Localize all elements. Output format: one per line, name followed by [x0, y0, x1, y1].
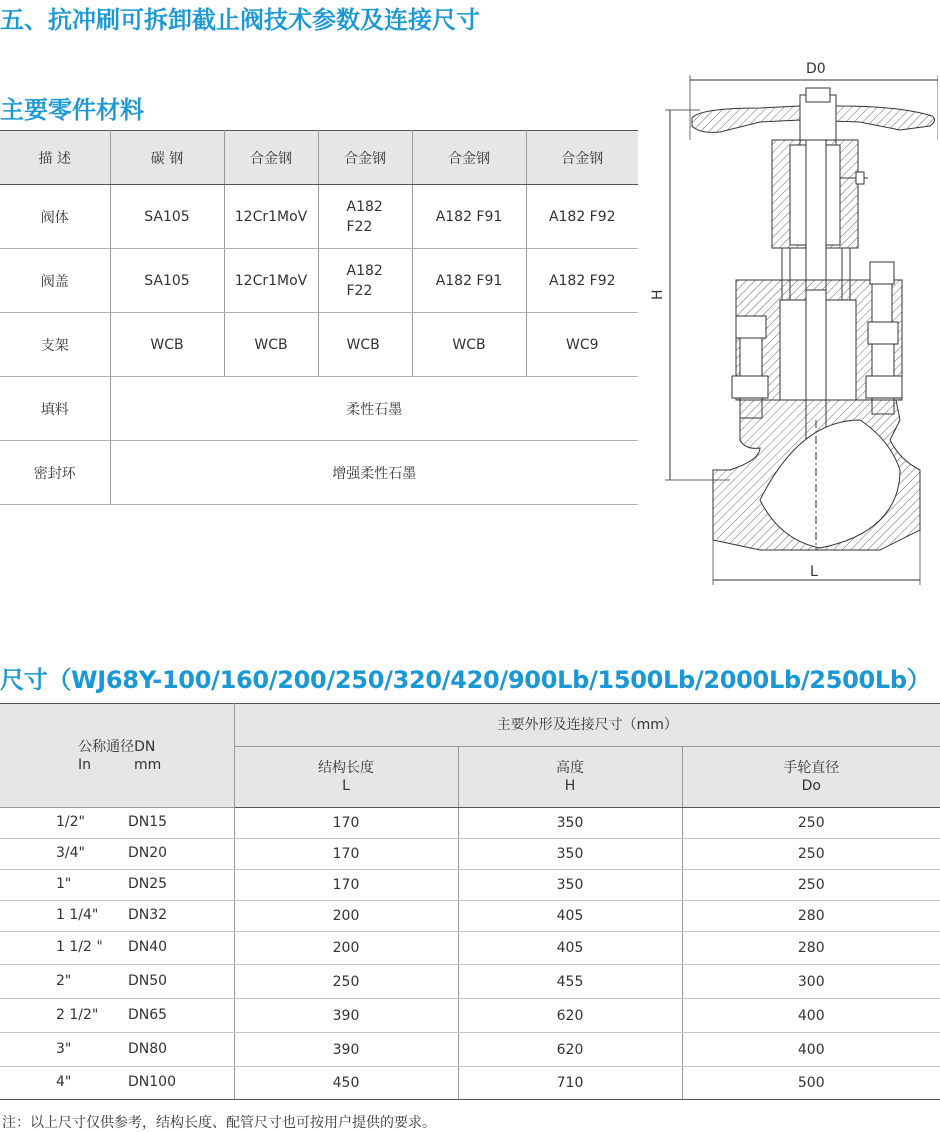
table-cell: 12Cr1MoV — [224, 249, 318, 313]
footnote: 注：以上尺寸仅供参考，结构长度、配管尺寸也可按用户提供的要求。 — [2, 1115, 436, 1131]
table-cell: 350 — [458, 808, 682, 839]
table-row — [0, 313, 638, 377]
header-alloy-steel-2: 合金钢 — [318, 131, 412, 185]
table-cell: A182 F92 — [526, 185, 638, 249]
table-row — [0, 1033, 940, 1067]
table-row — [0, 185, 638, 249]
table-cell: 620 — [458, 999, 682, 1033]
table-cell: A182 F92 — [526, 249, 638, 313]
table-cell: 450 — [234, 1067, 458, 1100]
size-inch: 2 1/2" — [56, 1006, 99, 1023]
table-cell — [0, 870, 234, 901]
header-height: 高度 H — [458, 747, 682, 808]
table-cell: 170 — [234, 839, 458, 870]
table-cell: 390 — [234, 999, 458, 1033]
dimensions-table — [0, 703, 940, 1100]
table-cell: 350 — [458, 870, 682, 901]
table-row — [0, 870, 940, 901]
table-cell — [0, 999, 234, 1033]
table-cell: 250 — [682, 839, 940, 870]
size-inch: 1/2" — [56, 814, 85, 830]
size-dn: DN20 — [128, 845, 168, 861]
table-row — [0, 932, 940, 965]
table-cell: WCB — [318, 313, 412, 377]
header-alloy-steel-3: 合金钢 — [412, 131, 526, 185]
table-cell: 支架 — [0, 313, 110, 377]
table-cell: 280 — [682, 901, 940, 932]
table-row — [0, 839, 940, 870]
label-d0: D0 — [806, 61, 826, 77]
table-cell: 455 — [458, 965, 682, 999]
table-cell: 250 — [682, 870, 940, 901]
table-cell: 填料 — [0, 377, 110, 441]
header-mm: mm — [134, 756, 162, 773]
table-row — [0, 1067, 940, 1100]
size-dn: DN100 — [128, 1074, 176, 1090]
size-dn: DN32 — [128, 907, 168, 923]
table-cell: A182 F91 — [412, 249, 526, 313]
valve-drawing — [640, 55, 938, 590]
table-cell: 620 — [458, 1033, 682, 1067]
materials-table — [0, 130, 638, 505]
header-main: 主要外形及连接尺寸（mm） — [234, 704, 940, 747]
table-cell: 170 — [234, 808, 458, 839]
table-cell: 250 — [234, 965, 458, 999]
size-dn: DN80 — [128, 1040, 168, 1057]
table-row — [0, 999, 940, 1033]
materials-heading: 主要零件材料 — [0, 96, 144, 124]
table-cell — [0, 839, 234, 870]
size-inch: 1 1/2 " — [56, 939, 103, 955]
header-carbon-steel: 碳 钢 — [110, 131, 224, 185]
table-cell: SA105 — [110, 249, 224, 313]
table-row — [0, 249, 638, 313]
dimensions-heading: 尺寸（WJ68Y-100/160/200/250/320/420/900Lb/1500Lb/2000Lb/2500Lb） — [0, 666, 931, 694]
size-inch: 2" — [56, 972, 72, 989]
table-cell: 280 — [682, 932, 940, 965]
table-cell: 390 — [234, 1033, 458, 1067]
size-dn: DN65 — [128, 1006, 168, 1023]
table-row — [0, 441, 638, 505]
header-in: In — [78, 756, 92, 773]
table-cell: A182 F22 — [318, 185, 412, 249]
size-dn: DN25 — [128, 876, 168, 892]
size-inch: 1" — [56, 876, 72, 892]
table-cell — [0, 901, 234, 932]
table-cell: WC9 — [526, 313, 638, 377]
header-nominal-label: 公称通径DN — [78, 738, 156, 755]
materials-header-row — [0, 131, 638, 185]
table-cell — [0, 1033, 234, 1067]
table-cell: 250 — [682, 808, 940, 839]
table-cell: 12Cr1MoV — [224, 185, 318, 249]
table-cell: A182 F91 — [412, 185, 526, 249]
table-cell: 500 — [682, 1067, 940, 1100]
table-cell: 增强柔性石墨 — [110, 441, 638, 505]
size-inch: 1 1/4" — [56, 907, 99, 923]
table-cell: 阀体 — [0, 185, 110, 249]
size-dn: DN40 — [128, 939, 168, 955]
header-alloy-steel-4: 合金钢 — [526, 131, 638, 185]
table-cell: 200 — [234, 901, 458, 932]
header-handwheel: 手轮直径 Do — [682, 747, 940, 808]
size-dn: DN15 — [128, 814, 168, 830]
page-title: 五、抗冲刷可拆卸截止阀技术参数及连接尺寸 — [0, 6, 480, 34]
header-length: 结构长度 L — [234, 747, 458, 808]
table-row — [0, 965, 940, 999]
table-row — [0, 808, 940, 839]
table-cell: 405 — [458, 932, 682, 965]
table-cell: 400 — [682, 999, 940, 1033]
label-h: H — [650, 289, 666, 300]
table-cell: 200 — [234, 932, 458, 965]
table-row — [0, 901, 940, 932]
table-cell: SA105 — [110, 185, 224, 249]
header-nominal — [0, 704, 234, 808]
table-cell: 300 — [682, 965, 940, 999]
table-cell: 400 — [682, 1033, 940, 1067]
table-cell: 密封环 — [0, 441, 110, 505]
table-cell: 170 — [234, 870, 458, 901]
size-inch: 4" — [56, 1074, 72, 1090]
table-cell — [0, 932, 234, 965]
table-cell: 阀盖 — [0, 249, 110, 313]
table-cell — [0, 1067, 234, 1100]
table-cell: 710 — [458, 1067, 682, 1100]
table-cell: 柔性石墨 — [110, 377, 638, 441]
header-alloy-steel-1: 合金钢 — [224, 131, 318, 185]
table-cell: WCB — [412, 313, 526, 377]
table-cell: A182 F22 — [318, 249, 412, 313]
table-cell: 405 — [458, 901, 682, 932]
size-inch: 3/4" — [56, 845, 85, 861]
size-dn: DN50 — [128, 972, 168, 989]
table-cell — [0, 808, 234, 839]
table-cell — [0, 965, 234, 999]
table-row — [0, 377, 638, 441]
header-description: 描 述 — [0, 131, 110, 185]
size-inch: 3" — [56, 1040, 72, 1057]
table-cell: WCB — [224, 313, 318, 377]
label-l: L — [810, 564, 818, 580]
table-cell: 350 — [458, 839, 682, 870]
table-cell: WCB — [110, 313, 224, 377]
